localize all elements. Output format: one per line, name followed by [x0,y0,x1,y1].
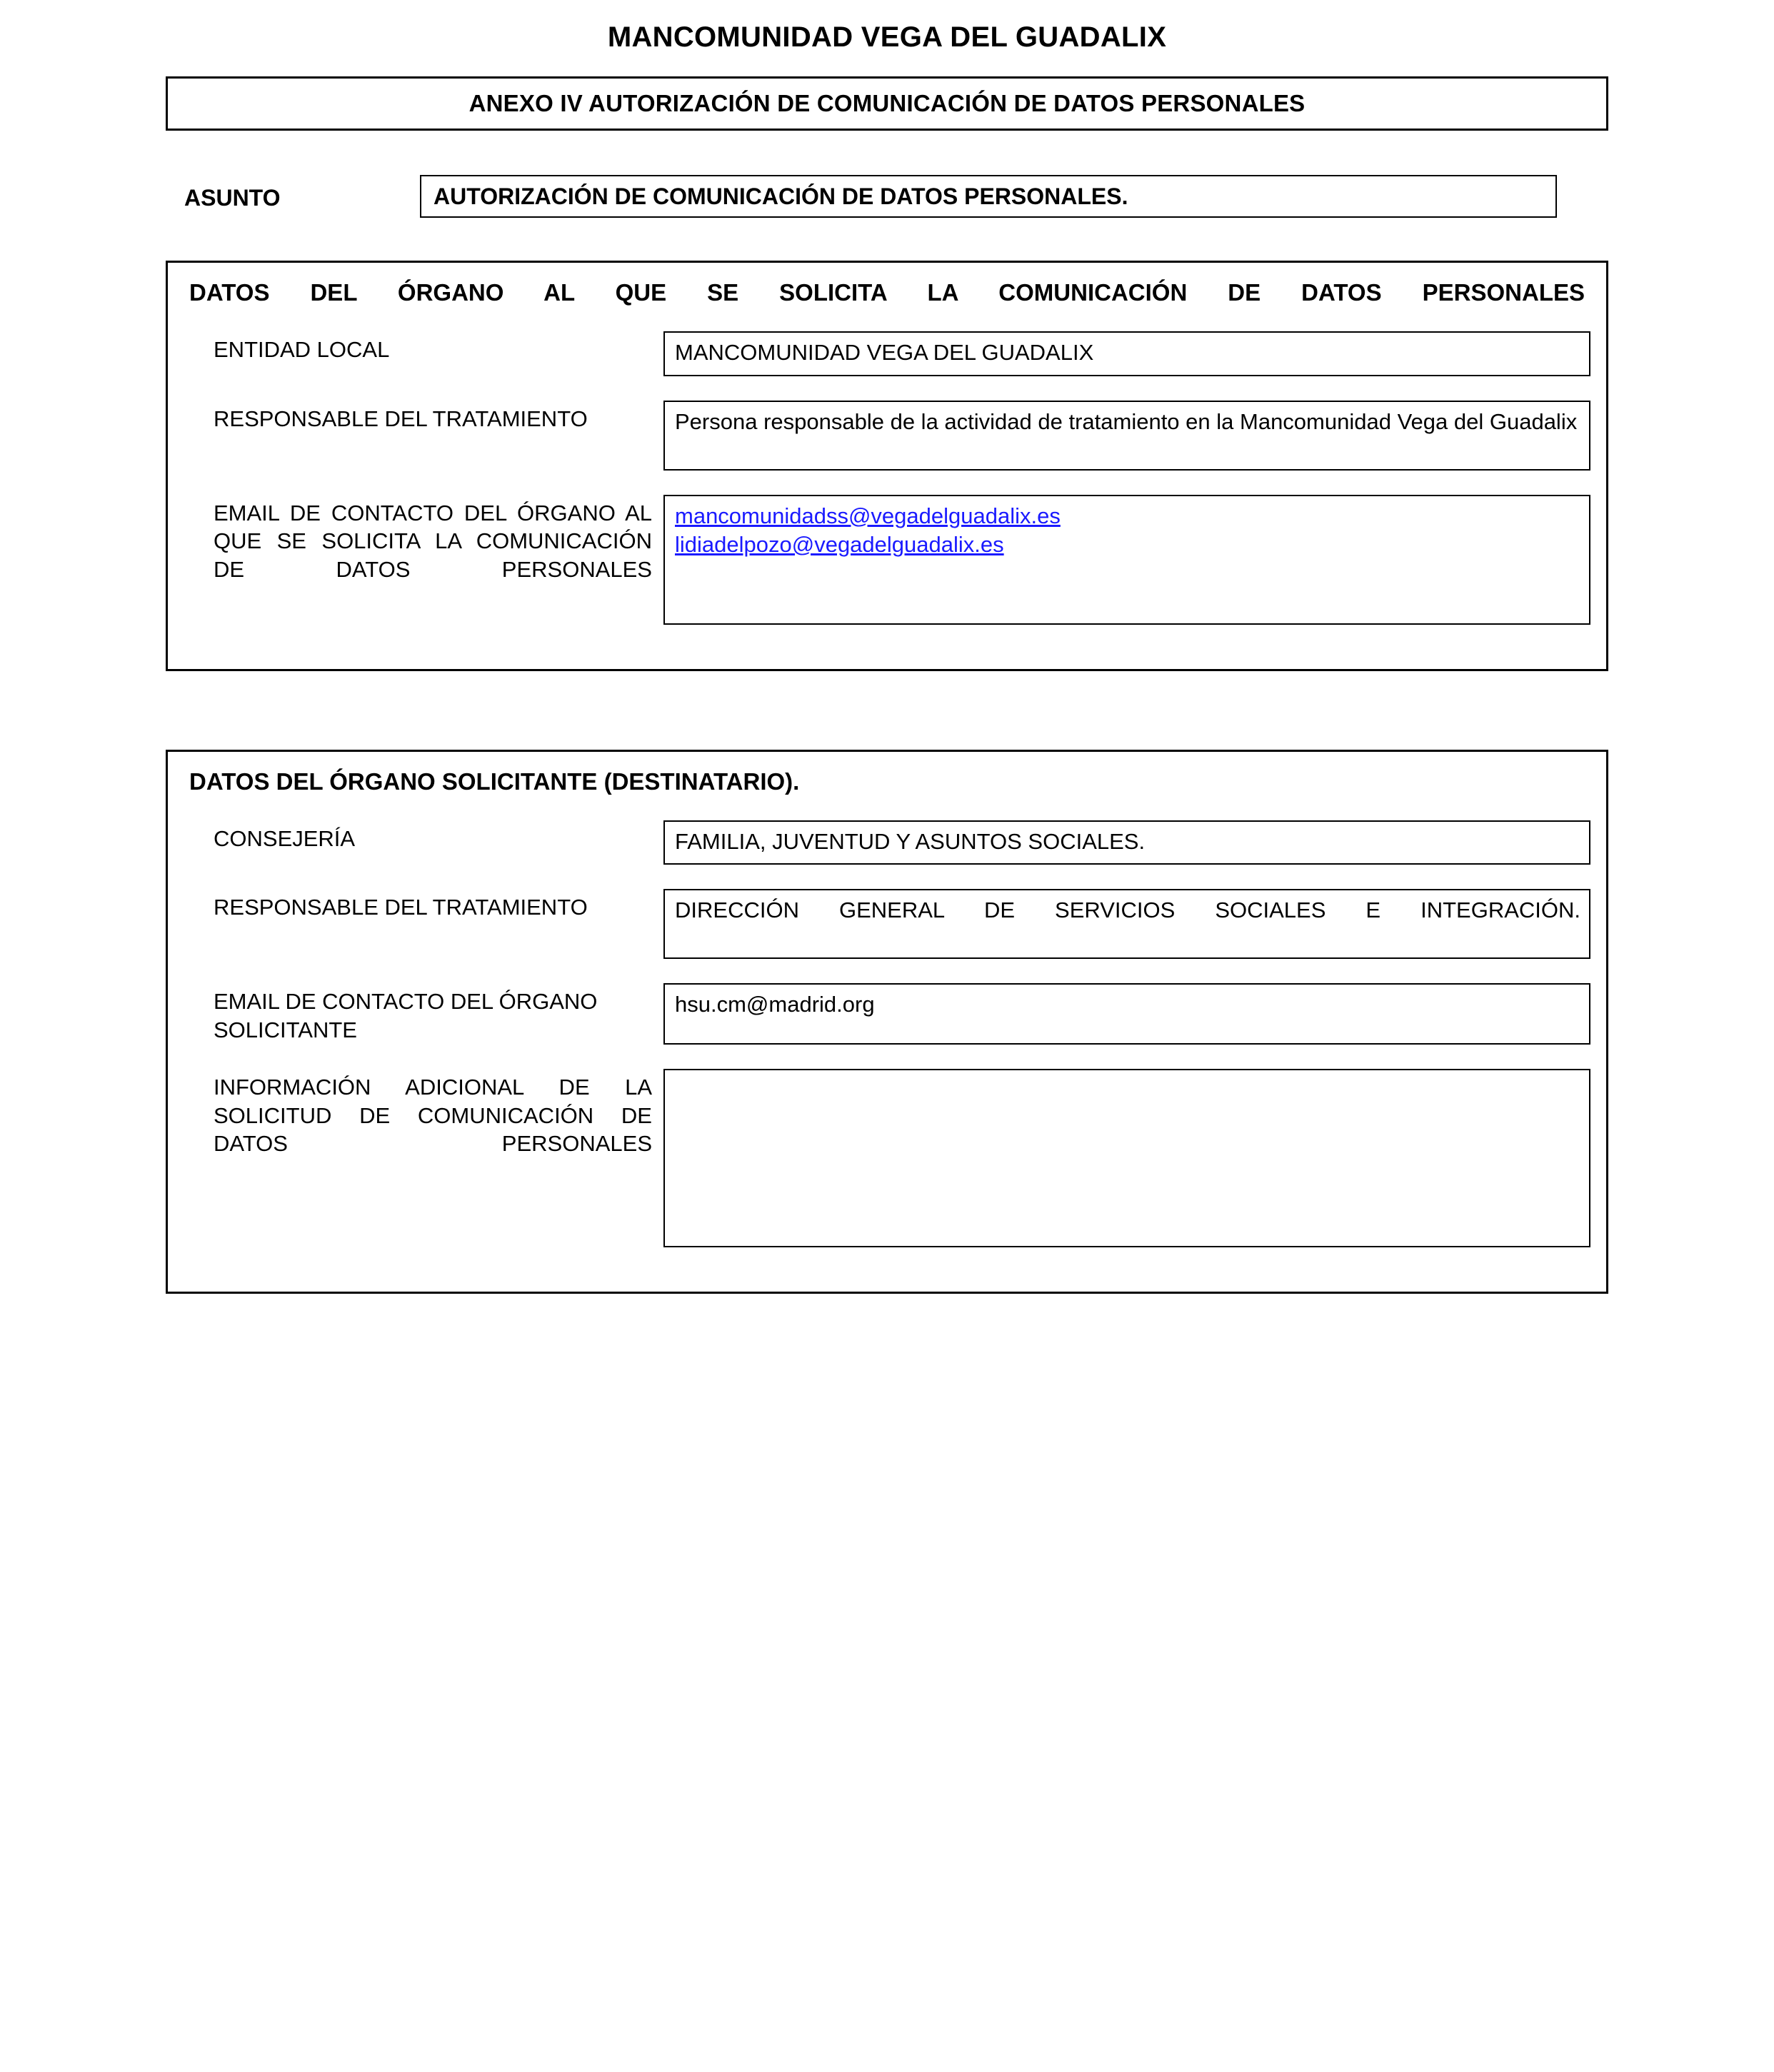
section-requester-heading: DATOS DEL ÓRGANO SOLICITANTE (DESTINATARIO). [189,768,800,795]
anexo-title-box [166,76,1608,131]
field-value-email-organo-solicitado[interactable] [663,495,1590,625]
field-label-email-organo-solicitado: EMAIL DE CONTACTO DEL ÓRGANO AL QUE SE SOLICITA LA COMUNICACIÓN DE DATOS PERSONALES [214,500,652,582]
field-label-consejeria: CONSEJERÍA [214,825,356,851]
asunto-row [0,175,1774,218]
asunto-label: ASUNTO [184,185,281,211]
email-link-lidiadelpozo[interactable]: lidiadelpozo@vegadelguadalix.es [675,531,1004,557]
anexo-title-text: ANEXO IV AUTORIZACIÓN DE COMUNICACIÓN DE DATOS PERSONALES [468,90,1306,116]
document-page [0,21,1774,2072]
field-value-consejeria[interactable]: FAMILIA, JUVENTUD Y ASUNTOS SOCIALES. [663,820,1590,865]
field-label-responsable-tratamiento-2: RESPONSABLE DEL TRATAMIENTO [214,895,588,920]
asunto-value-box [420,175,1557,218]
section-requested-heading: DATOS DEL ÓRGANO AL QUE SE SOLICITA LA COMUNICACIÓN DE DATOS PERSONALES [189,279,1585,306]
email-link-mancomunidadss[interactable]: mancomunidadss@vegadelguadalix.es [675,503,1061,528]
field-label-responsable-tratamiento-1: RESPONSABLE DEL TRATAMIENTO [214,406,588,431]
field-email-organo-solicitado [184,495,1590,625]
page-title: MANCOMUNIDAD VEGA DEL GUADALIX [607,21,1167,53]
field-value-responsable-tratamiento-2[interactable]: DIRECCIÓN GENERAL DE SERVICIOS SOCIALES E INTEGRACIÓN. [663,889,1590,959]
field-value-email-organo-solicitante[interactable]: hsu.cm@madrid.org [663,983,1590,1045]
section-requested-spacer [184,625,1590,650]
field-consejeria [184,820,1590,865]
field-responsable-tratamiento-2 [184,889,1590,959]
field-label-informacion-adicional: INFORMACIÓN ADICIONAL DE LA SOLICITUD DE COMUNICACIÓN DE DATOS PERSONALES [214,1075,652,1157]
field-value-responsable-tratamiento-1[interactable]: Persona responsable de la actividad de tratamiento en la Mancomunidad Vega del Guadalix [663,401,1590,471]
section-requester-spacer [184,1247,1590,1273]
field-value-informacion-adicional[interactable] [663,1069,1590,1247]
asunto-value: AUTORIZACIÓN DE COMUNICACIÓN DE DATOS PERSONALES. [434,183,1128,209]
field-informacion-adicional [184,1069,1590,1247]
field-label-entidad-local: ENTIDAD LOCAL [214,337,390,363]
field-responsable-tratamiento-1 [184,401,1590,471]
field-value-entidad-local[interactable]: MANCOMUNIDAD VEGA DEL GUADALIX [663,331,1590,376]
section-requested-organ [166,261,1608,671]
field-label-email-organo-solicitante: EMAIL DE CONTACTO DEL ÓRGANO SOLICITANTE [214,989,598,1042]
field-entidad-local [184,331,1590,376]
field-email-organo-solicitante [184,983,1590,1045]
section-requester-organ [166,750,1608,1294]
